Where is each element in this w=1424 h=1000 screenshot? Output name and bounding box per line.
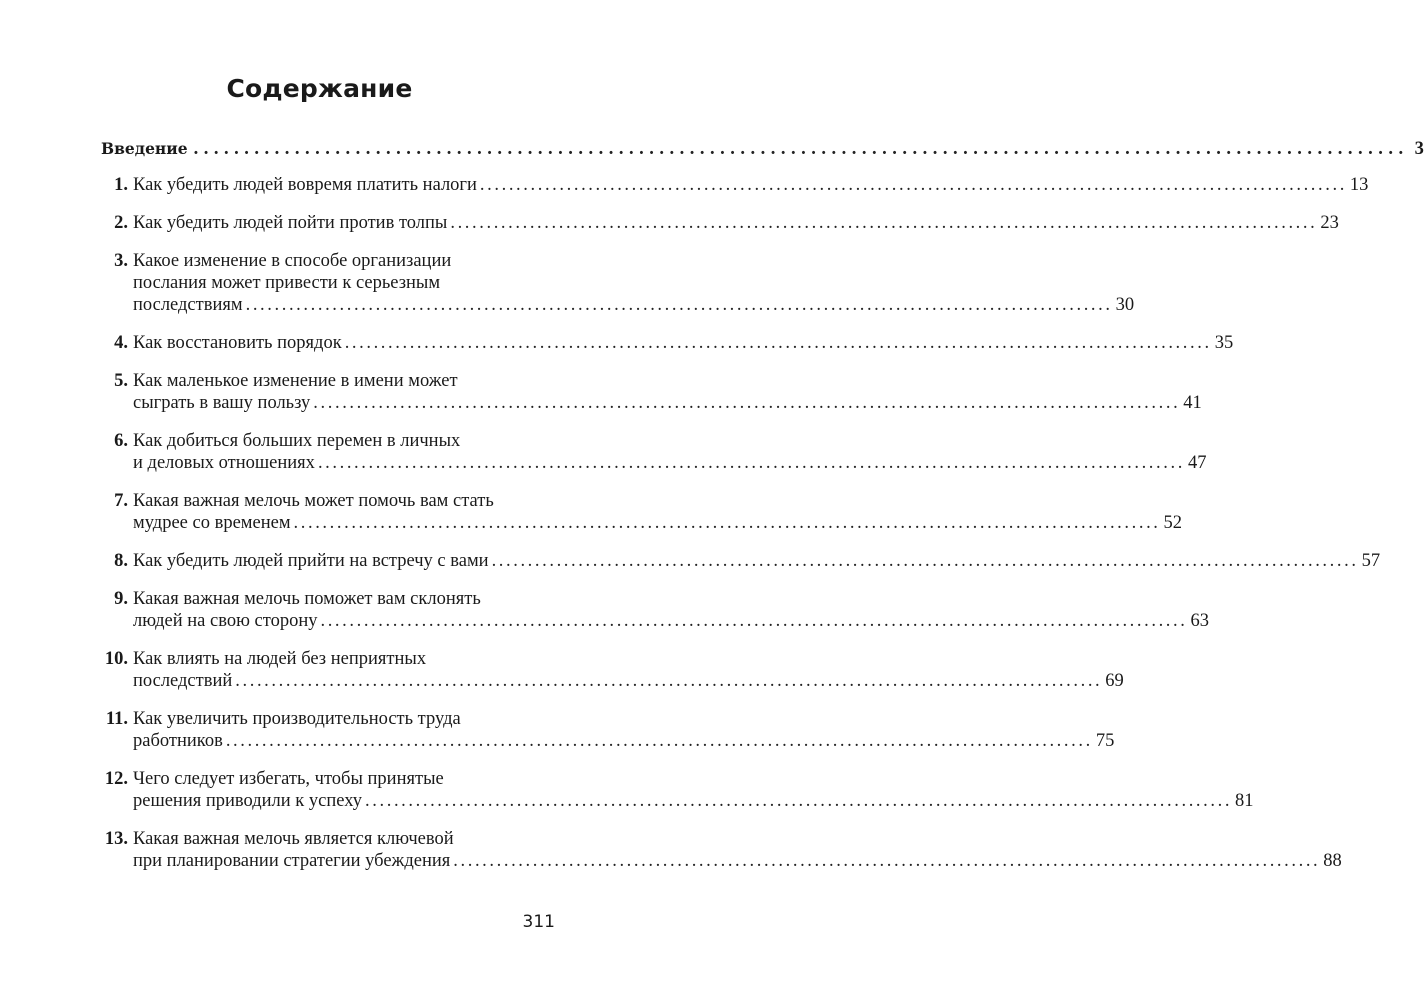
dot-leader: ........................................................................................................................ bbox=[313, 393, 1181, 413]
toc-entry[interactable] bbox=[101, 828, 1342, 872]
chapter-title-block bbox=[133, 828, 1342, 872]
toc-page-number: 13 bbox=[1349, 175, 1369, 195]
chapter-number: 12. bbox=[104, 769, 128, 789]
chapter-number: 3. bbox=[114, 251, 128, 271]
dot-leader: ........................................................................................................................ bbox=[479, 175, 1347, 195]
chapter-number: 5. bbox=[114, 371, 128, 391]
toc-page-number: 52 bbox=[1163, 513, 1183, 533]
chapter-title-line bbox=[133, 490, 555, 512]
dot-leader: ........................................................................................................................ bbox=[365, 791, 1233, 811]
toc-entry[interactable] bbox=[101, 212, 1339, 234]
dot-leader: ........................................................................................................................ bbox=[245, 295, 1113, 315]
chapter-title-line bbox=[133, 294, 1135, 316]
dot-leader: ........................................................................................................................ bbox=[453, 851, 1321, 871]
toc-page-number: 69 bbox=[1105, 671, 1124, 691]
chapter-title-block bbox=[133, 370, 1202, 414]
toc-chapter-list bbox=[101, 174, 1381, 872]
toc-entry[interactable] bbox=[101, 490, 1183, 534]
chapter-title-line bbox=[133, 174, 1369, 196]
chapter-title-text: Какая важная мелочь может помочь вам стать bbox=[133, 491, 494, 511]
toc-page-number: 57 bbox=[1361, 551, 1381, 571]
toc-page-number: 88 bbox=[1323, 851, 1342, 871]
toc-entry[interactable] bbox=[101, 588, 1209, 632]
chapter-title-block bbox=[133, 768, 1254, 812]
chapter-title-block bbox=[133, 250, 1135, 316]
toc-entry[interactable] bbox=[101, 370, 1202, 414]
chapter-title-block bbox=[133, 430, 1207, 474]
chapter-title-line bbox=[133, 708, 555, 730]
chapter-number: 13. bbox=[104, 829, 128, 849]
chapter-title-text: Как восстановить порядок bbox=[133, 333, 342, 353]
chapter-title-text: при планировании стратегии убеждения bbox=[133, 851, 451, 871]
chapter-title-text: мудрее со временем bbox=[133, 513, 291, 533]
page-number: 311 bbox=[522, 912, 555, 932]
toc-page-number: 30 bbox=[1115, 295, 1135, 315]
dot-leader: ........................................................................................................................ bbox=[320, 611, 1188, 631]
chapter-title-line bbox=[133, 610, 1209, 632]
chapter-number: 10. bbox=[104, 649, 128, 669]
chapter-title-line bbox=[133, 648, 555, 670]
chapter-title-line bbox=[133, 272, 555, 294]
toc-entry[interactable] bbox=[101, 768, 1254, 812]
toc-page-number: 23 bbox=[1320, 213, 1339, 233]
dot-leader: ........................................................................................................................ bbox=[491, 551, 1359, 571]
chapter-title-text: сыграть в вашу пользу bbox=[133, 393, 311, 413]
dot-leader: ........................................................................................................................ bbox=[235, 671, 1103, 691]
chapter-title-line bbox=[133, 828, 555, 850]
chapter-title-text: Как добиться больших перемен в личных bbox=[133, 431, 461, 451]
dot-leader: ........................................................................................................................ bbox=[293, 513, 1161, 533]
chapter-number: 4. bbox=[114, 333, 128, 353]
chapter-title-text: Как убедить людей пойти против толпы bbox=[133, 213, 448, 233]
chapter-title-line bbox=[133, 392, 1202, 414]
toc-entry-introduction[interactable] bbox=[101, 138, 1424, 160]
chapter-title-line bbox=[133, 212, 1339, 234]
dot-leader: ........................................................................................................................ bbox=[450, 213, 1318, 233]
chapter-title-line bbox=[133, 512, 1183, 534]
chapter-title-line bbox=[133, 588, 555, 610]
chapter-title-text: послания может привести к серьезным bbox=[133, 273, 441, 293]
chapter-number: 7. bbox=[114, 491, 128, 511]
toc-entry[interactable] bbox=[101, 430, 1207, 474]
chapter-title-line bbox=[133, 768, 555, 790]
chapter-number: 9. bbox=[114, 589, 128, 609]
toc-page-number: 63 bbox=[1190, 611, 1209, 631]
chapter-title-line bbox=[133, 550, 1381, 572]
toc-page-number: 75 bbox=[1095, 731, 1115, 751]
toc-page-number: 81 bbox=[1235, 791, 1254, 811]
chapter-title-line bbox=[133, 370, 555, 392]
chapter-title-block bbox=[133, 708, 1115, 752]
toc-entry-label: Введение bbox=[101, 139, 188, 158]
chapter-title-line bbox=[133, 452, 1207, 474]
chapter-title-text: Какая важная мелочь является ключевой bbox=[133, 829, 454, 849]
dot-leader: ........................................................................................................................ bbox=[193, 139, 1409, 159]
toc-entry[interactable] bbox=[101, 250, 1135, 316]
chapter-number: 1. bbox=[114, 175, 128, 195]
dot-leader: ........................................................................................................................ bbox=[344, 333, 1212, 353]
chapter-title-text: Чего следует избегать, чтобы принятые bbox=[133, 769, 444, 789]
chapter-title-text: Как увеличить производительность труда bbox=[133, 709, 461, 729]
table-of-contents bbox=[101, 138, 1424, 888]
dot-leader: ........................................................................................................................ bbox=[225, 731, 1093, 751]
chapter-title-text: работников bbox=[133, 731, 223, 751]
dot-leader: ........................................................................................................................ bbox=[317, 453, 1185, 473]
page-title: Содержание bbox=[226, 74, 413, 103]
chapter-title-text: Как маленькое изменение в имени может bbox=[133, 371, 458, 391]
chapter-title-line bbox=[133, 790, 1254, 812]
toc-entry[interactable] bbox=[101, 332, 1234, 354]
chapter-title-text: Как убедить людей прийти на встречу с вами bbox=[133, 551, 489, 571]
chapter-number: 11. bbox=[105, 709, 128, 729]
chapter-title-line bbox=[133, 670, 1124, 692]
chapter-title-line bbox=[133, 430, 555, 452]
chapter-title-line bbox=[133, 730, 1115, 752]
toc-page-number: 41 bbox=[1183, 393, 1202, 413]
chapter-title-block bbox=[133, 550, 1381, 572]
chapter-title-text: людей на свою сторону bbox=[133, 611, 318, 631]
chapter-title-line bbox=[133, 250, 555, 272]
toc-entry[interactable] bbox=[101, 708, 1115, 752]
chapter-number: 8. bbox=[114, 551, 128, 571]
chapter-title-text: Как убедить людей вовремя платить налоги bbox=[133, 175, 477, 195]
chapter-title-line bbox=[133, 850, 1342, 872]
chapter-title-block bbox=[133, 490, 1183, 534]
toc-entry[interactable] bbox=[101, 174, 1369, 196]
toc-page-number: 47 bbox=[1187, 453, 1207, 473]
chapter-title-text: Как влиять на людей без неприятных bbox=[133, 649, 427, 669]
chapter-title-text: последствиям bbox=[133, 295, 243, 315]
chapter-title-block bbox=[133, 648, 1124, 692]
chapter-title-block bbox=[133, 212, 1339, 234]
chapter-title-block bbox=[133, 588, 1209, 632]
toc-entry[interactable] bbox=[101, 648, 1124, 692]
chapter-title-text: и деловых отношениях bbox=[133, 453, 315, 473]
chapter-number: 2. bbox=[114, 213, 128, 233]
chapter-number: 6. bbox=[114, 431, 128, 451]
chapter-title-block bbox=[133, 332, 1234, 354]
chapter-title-text: Какое изменение в способе организации bbox=[133, 251, 452, 271]
toc-page-number: 35 bbox=[1214, 333, 1234, 353]
toc-entry[interactable] bbox=[101, 550, 1381, 572]
chapter-title-line bbox=[133, 332, 1234, 354]
toc-page-number: 3 bbox=[1414, 139, 1424, 159]
chapter-title-text: решения приводили к успеху bbox=[133, 791, 363, 811]
chapter-title-text: Какая важная мелочь поможет вам склонять bbox=[133, 589, 481, 609]
chapter-title-block bbox=[133, 174, 1369, 196]
chapter-title-text: последствий bbox=[133, 671, 233, 691]
